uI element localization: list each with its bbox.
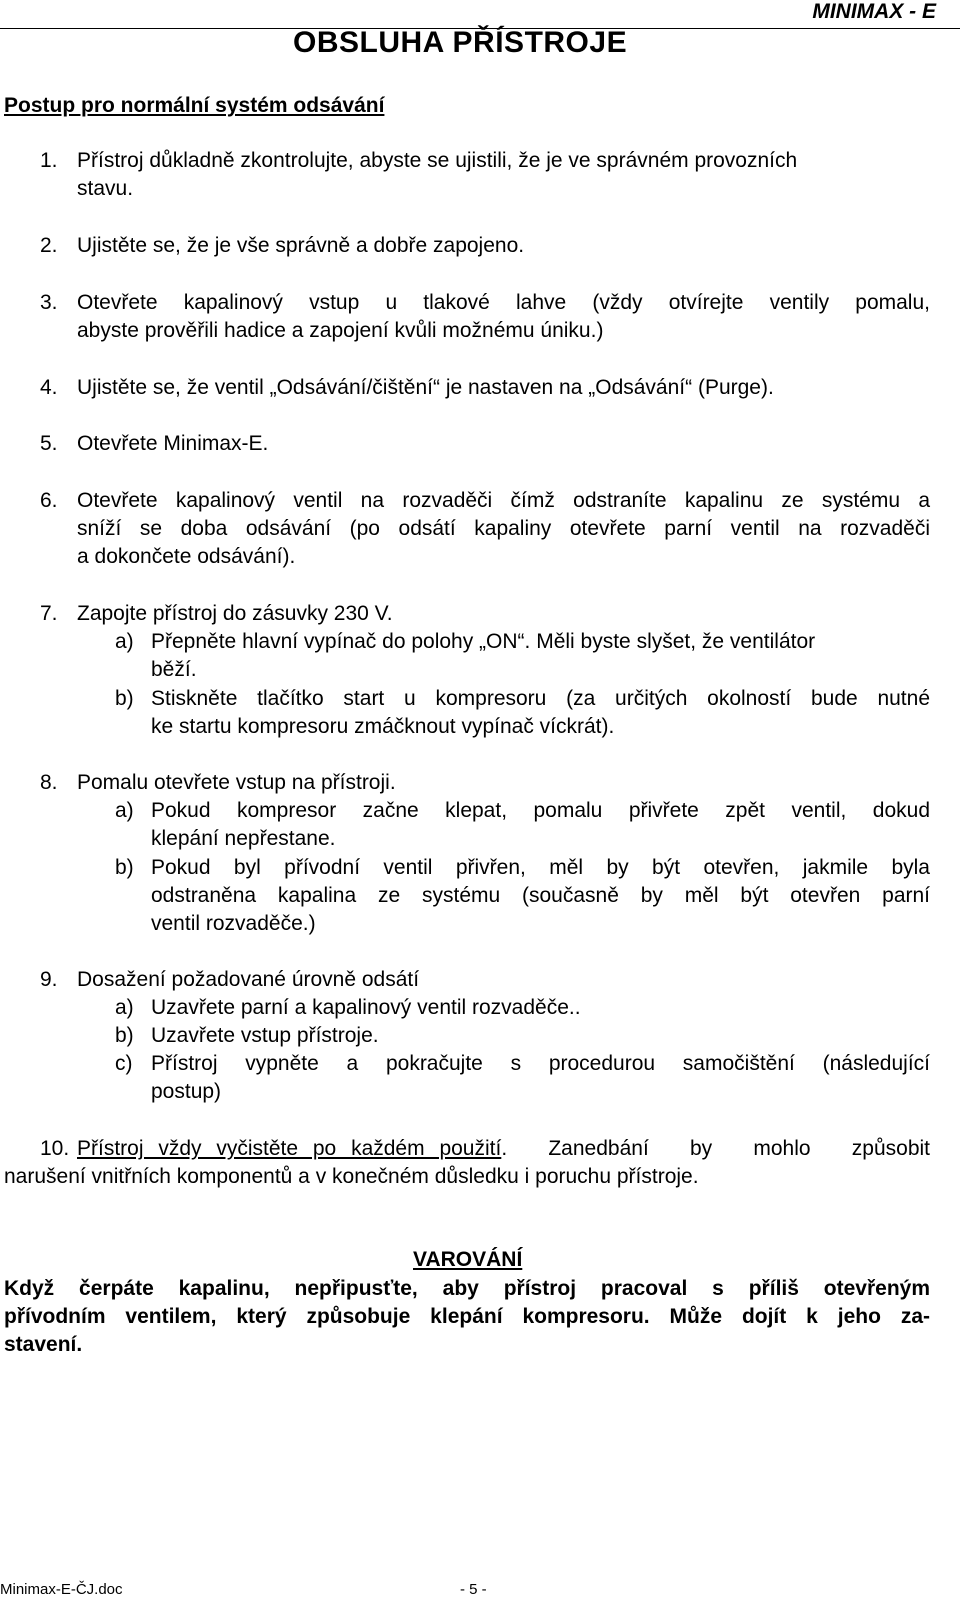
substep-label: b) [115,856,134,879]
step-text: Otevřete Minimax-E. [77,432,269,455]
step-number: 9. [40,968,58,991]
step-text: Dosažení požadované úrovně odsátí [77,968,420,991]
step-number: 2. [40,234,58,257]
page-title: OBSLUHA PŘÍSTROJE [293,26,628,59]
footer-filename: Minimax-E-ČJ.doc [0,1581,123,1598]
footer-page-number: - 5 - [460,1581,487,1598]
substep-label: a) [115,630,134,653]
step-text: Ujistěte se, že je vše správně a dobře zapojeno. [77,234,525,257]
step-text: a dokončete odsávání). [77,545,296,568]
step-number: 10. [40,1137,70,1160]
warning-title: VAROVÁNÍ [413,1248,523,1271]
substep-text: běží. [151,658,197,681]
substep-label: b) [115,1024,134,1047]
step-text: Otevřete kapalinový vstup u tlakové lahve (vždy otvírejte ventily pomalu, [77,291,930,314]
step-text: Otevřete kapalinový ventil na rozvaděči čímž odstraníte kapalinu ze systému a [77,489,930,512]
step-text: stavu. [77,177,134,200]
step-number: 1. [40,149,58,172]
step-number: 8. [40,771,58,794]
warning-text: stavení. [4,1333,83,1356]
warning-text: Když čerpáte kapalinu, nepřipusťte, aby přístroj pracoval s příliš otevřeným [4,1277,930,1300]
substep-text: Stiskněte tlačítko start u kompresoru (za určitých okolností bude nutné [151,687,930,710]
step-text [77,1135,930,1163]
substep-text: Uzavřete vstup přístroje. [151,1024,379,1047]
substep-text: odstraněna kapalina ze systému (současně by měl být otevřen parní [151,884,930,907]
substep-label: b) [115,687,134,710]
header-brand: MINIMAX - E [812,0,936,23]
step-number: 4. [40,376,58,399]
substep-text: Pokud byl přívodní ventil přivřen, měl by být otevřen, jakmile byla [151,856,930,879]
step-number: 6. [40,489,58,512]
substep-text: Uzavřete parní a kapalinový ventil rozvaděče.. [151,996,581,1019]
step-text: Přístroj důkladně zkontrolujte, abyste se ujistili, že je ve správném provozních [77,149,798,172]
substep-text: Přepněte hlavní vypínač do polohy „ON“. Měli byste slyšet, že ventilátor [151,630,816,653]
substep-label: a) [115,996,134,1019]
warning-text: přívodním ventilem, který způsobuje klepání kompresoru. Může dojít k jeho za- [4,1305,930,1328]
substep-text: Pokud kompresor začne klepat, pomalu přivřete zpět ventil, dokud [151,799,930,822]
substep-text: ventil rozvaděče.) [151,912,316,935]
step-emphasis: Přístroj vždy vyčistěte po každém použití [77,1137,502,1160]
substep-label: a) [115,799,134,822]
step-text: Pomalu otevřete vstup na přístroji. [77,771,396,794]
substep-text: ke startu kompresoru zmáčknout vypínač víckrát). [151,715,615,738]
substep-text: klepání nepřestane. [151,827,336,850]
step-text: abyste prověřili hadice a zapojení kvůli možnému úniku.) [77,319,604,342]
step-number: 3. [40,291,58,314]
step-text: Ujistěte se, že ventil „Odsávání/čištění“ je nastaven na „Odsávání“ (Purge). [77,376,774,399]
substep-text: postup) [151,1080,222,1103]
step-number: 5. [40,432,58,455]
substep-text: Přístroj vypněte a pokračujte s procedurou samočištění (následující [151,1052,930,1075]
section-heading: Postup pro normální systém odsávání [4,94,385,117]
step-text-rest: . Zanedbání by mohlo způsobit [501,1137,930,1160]
step-number: 7. [40,602,58,625]
step-text: narušení vnitřních komponentů a v konečném důsledku i poruchu přístroje. [4,1165,699,1188]
step-text: Zapojte přístroj do zásuvky 230 V. [77,602,393,625]
step-text: sníží se doba odsávání (po odsátí kapaliny otevřete parní ventil na rozvaděči [77,517,930,540]
substep-label: c) [115,1052,133,1075]
